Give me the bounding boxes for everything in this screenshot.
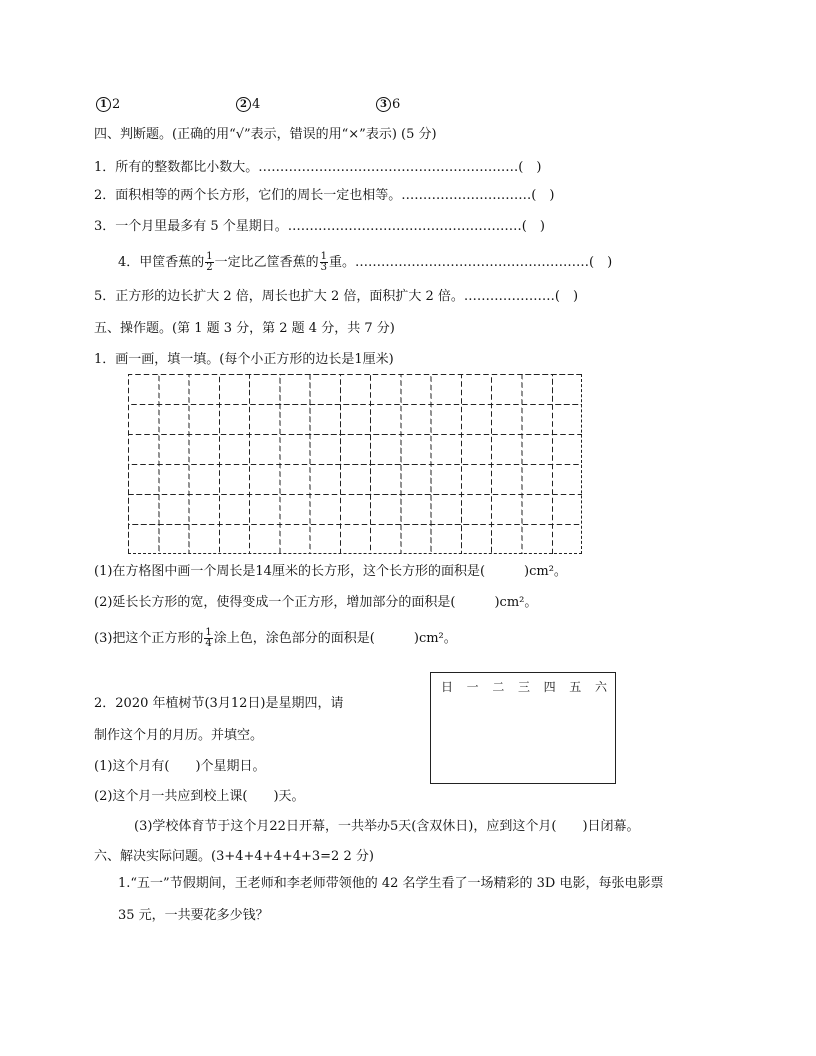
fraction-one-third [320,252,328,273]
option-1 [96,96,120,114]
section4-question-5: 5．正方形的边长扩大 2 倍，周长也扩大 2 倍，面积扩大 2 倍。…………………( ) [94,289,579,304]
option-text: 4 [252,97,261,112]
weekday-mon: 一 [466,680,479,694]
section5-question-1-title: 1．画一画，填一填。(每个小正方形的边长是1厘米) [94,352,394,367]
fraction-denominator: 4 [205,638,212,649]
section6-heading: 六、解决实际问题。(3+4+4+4+4+3=2 2 分) [94,849,374,864]
weekday-thu: 四 [543,680,556,694]
option-3 [376,96,400,114]
section5-q1-part-b: (2)延长长方形的宽，使得变成一个正方形，增加部分的面积是( )cm²。 [94,595,538,610]
weekday-fri: 五 [569,680,582,694]
option-marker: 3 [376,97,391,112]
section5-question-2-line1: 2．2020 年植树节(3月12日)是星期四，请 [94,696,344,711]
weekday-sat: 六 [594,680,607,694]
q4-text-middle: 一定比乙筐香蕉的 [214,255,319,270]
section6-question-1-line1: 1.“五一”节假期间，王老师和李老师带领他的 42 名学生看了一场精彩的 3D 电影，每张电影票 [118,876,664,891]
section4-question-3: 3．一个月里最多有 5 个星期日。………………………………………………( ) [94,219,545,234]
fraction-numerator: 1 [320,251,328,262]
weekday-wed: 三 [517,680,530,694]
q4-text-after: 重。………………………………………………( ) [329,255,613,270]
section5-q2-part-b: (2)这个月一共应到校上课( )天。 [94,789,305,804]
option-text: 6 [392,97,401,112]
section5-q1-part-c [94,628,457,649]
section5-q2-part-c: (3)学校体育节于这个月22日开幕，一共举办5天(含双休日)，应到这个月( )日闭幕。 [134,819,640,834]
option-text: 2 [112,97,121,112]
q4-text-before: 4．甲筐香蕉的 [118,255,205,270]
fraction-denominator: 2 [206,262,213,273]
section5-q1-part-a: (1)在方格图中画一个周长是14厘米的长方形，这个长方形的面积是( )cm²。 [94,564,567,579]
fraction-one-quarter [204,628,212,649]
fraction-numerator: 1 [205,627,212,638]
option-marker: 2 [236,97,251,112]
q1c-text-before: (3)把这个正方形的 [94,631,204,646]
option-marker: 1 [96,97,111,112]
fraction-denominator: 3 [320,262,328,273]
option-2 [236,96,260,114]
section5-q2-part-a: (1)这个月有( )个星期日。 [94,759,266,774]
q1c-text-after: 涂上色，涂色部分的面积是( )cm²。 [213,631,457,646]
fraction-one-half [205,252,213,273]
section4-question-2: 2．面积相等的两个长方形，它们的周长一定也相等。…………………………( ) [94,188,555,203]
section4-heading: 四、判断题。(正确的用“√”表示，错误的用“×”表示) (5 分) [94,127,437,142]
section5-question-2-line2: 制作这个月的月历。并填空。 [94,728,264,743]
fraction-numerator: 1 [206,251,213,262]
section4-question-4 [118,252,612,273]
weekday-tue: 二 [492,680,505,694]
section5-heading: 五、操作题。(第 1 题 3 分，第 2 题 4 分，共 7 分) [94,321,395,336]
calendar-box[interactable] [430,672,616,784]
section6-question-1-line2: 35 元，一共要花多少钱？ [118,908,269,923]
weekday-sun: 日 [441,680,454,694]
calendar-weekday-header [441,678,607,695]
grid-border [128,374,582,554]
section4-question-1: 1．所有的整数都比小数大。……………………………………………………( ) [94,160,542,175]
